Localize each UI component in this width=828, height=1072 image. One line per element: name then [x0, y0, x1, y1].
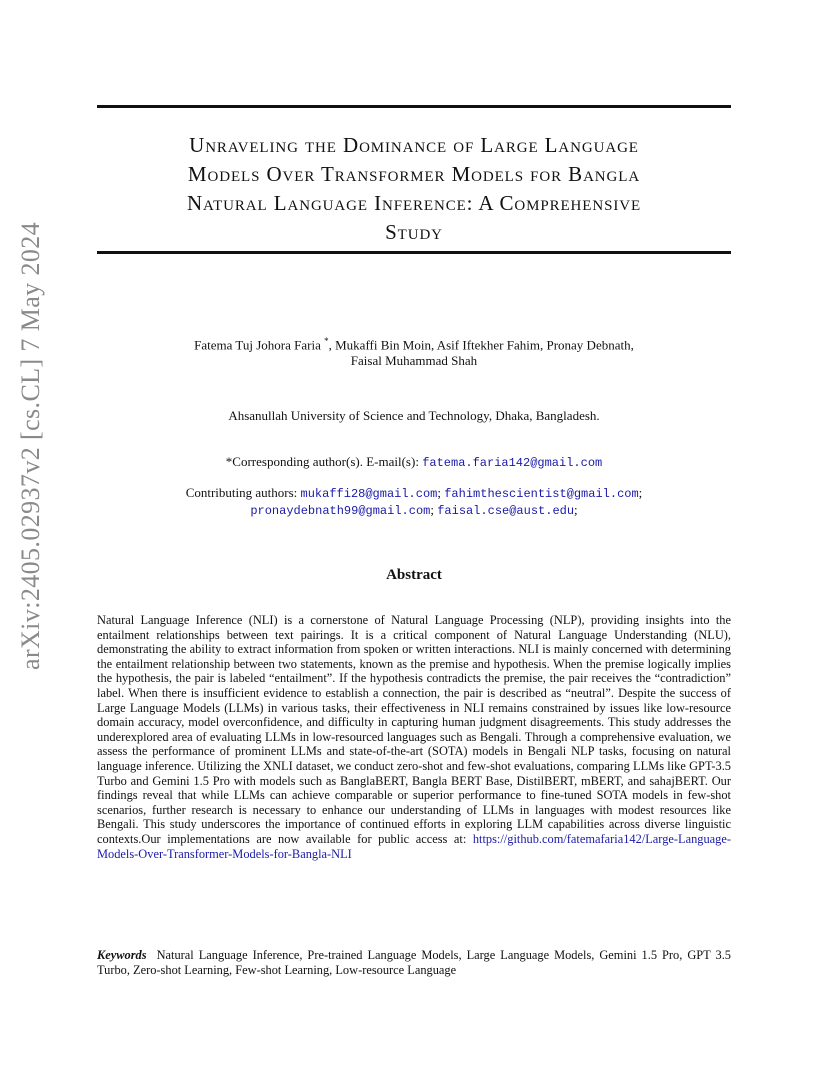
title-line: Natural Language Inference: A Comprehensive [186, 191, 642, 215]
author-list [97, 333, 731, 369]
email-link[interactable]: pronaydebnath99@gmail.com [250, 504, 431, 518]
email-link[interactable]: fahimthescientist@gmail.com [444, 487, 639, 501]
title-top-rule [97, 105, 731, 108]
title-line: Models Over Transformer Models for Bangla [187, 162, 641, 186]
abstract-text: Natural Language Inference (NLI) is a cornerstone of Natural Language Processing (NLP), providing insights into the entailment relationships between text pairings. It is a critical component of Natural Language Understanding (NLU), demonstrating the ability to extract information from spoken or written interactions. NLI is mainly concerned with determining the entailment relationship between two statements, known as the premise and hypothesis. When the premise logically implies the hypothesis, the pair is labeled “entailment”. If the hypothesis contradicts the premise, the pair receives the “contradiction” label. When there is insufficient evidence to establish a connection, the pair is described as “neutral”. Despite the success of Large Language Models (LLMs) in various tasks, their effectiveness in NLI remains constrained by issues like low-resource domain accuracy, model overconfidence, and difficulty in capturing human judgment disagreements. This study addresses the underexplored area of evaluating LLMs in low-resourced languages such as Bengali. Through a comprehensive evaluation, we assess the performance of prominent LLMs and state-of-the-art (SOTA) models in Bengali NLP tasks, focusing on natural language inference. Utilizing the XNLI dataset, we conduct zero-shot and few-shot evaluations, comparing LLMs like GPT-3.5 Turbo and Gemini 1.5 Pro with models such as BanglaBERT, Bangla BERT Base, DistilBERT, mBERT, and sahajBERT. Our findings reveal that while LLMs can achieve comparable or superior performance to fine-tuned SOTA models in few-shot scenarios, further research is necessary to enhance our understanding of LLMs in languages with modest resources like Bengali. This study underscores the importance of continued efforts in exploring LLM capabilities across diverse linguistic contexts.Our implementations are now available for public access at: [97, 613, 731, 846]
keywords-label: Keywords [97, 948, 147, 962]
separator: ; [430, 502, 438, 517]
abstract-body [97, 613, 731, 861]
corresponding-email-link[interactable]: fatema.faria142@gmail.com [422, 456, 603, 470]
author-line-2: Faisal Muhammad Shah [350, 353, 478, 369]
corresponding-author [97, 454, 731, 470]
first-author: Fatema Tuj Johora Faria [194, 337, 321, 353]
contributing-line-2 [97, 502, 731, 519]
affiliation: Ahsanullah University of Science and Technology, Dhaka, Bangladesh. [228, 408, 600, 423]
email-link[interactable]: mukaffi28@gmail.com [300, 487, 438, 501]
paper-title [97, 131, 731, 247]
corresponding-mark: * [324, 336, 329, 346]
author-line [97, 333, 731, 353]
title-bottom-rule [97, 251, 731, 254]
abstract-heading: Abstract [386, 567, 442, 583]
contributing-line-1 [97, 485, 731, 502]
contributing-authors [97, 485, 731, 519]
separator: ; [638, 485, 643, 500]
contributing-label: Contributing authors: [185, 485, 301, 500]
repository-link[interactable]: https://github.com/fatemafaria142/Large-Language-Models-Over-Transformer-Models-for-Bangla-NLI [97, 831, 731, 861]
title-line: Unraveling the Dominance of Large Language [189, 133, 639, 157]
email-link[interactable]: faisal.cse@aust.edu [437, 504, 575, 518]
keywords-text: Natural Language Inference, Pre-trained Language Models, Large Language Models, Gemini 1.5 Pro, GPT 3.5 Turbo, Zero-shot Learning, Few-shot Learning, Low-resource Language [97, 948, 731, 977]
arxiv-identifier: arXiv:2405.02937v2 [cs.CL] 7 May 2024 [16, 221, 45, 670]
separator: ; [574, 502, 578, 517]
keywords-section [97, 948, 731, 977]
separator: ; [437, 485, 445, 500]
co-authors: , Mukaffi Bin Moin, Asif Iftekher Fahim, Pronay Debnath, [328, 337, 634, 353]
corresponding-label: *Corresponding author(s). E-mail(s): [225, 454, 423, 469]
title-line: Study [385, 220, 443, 244]
